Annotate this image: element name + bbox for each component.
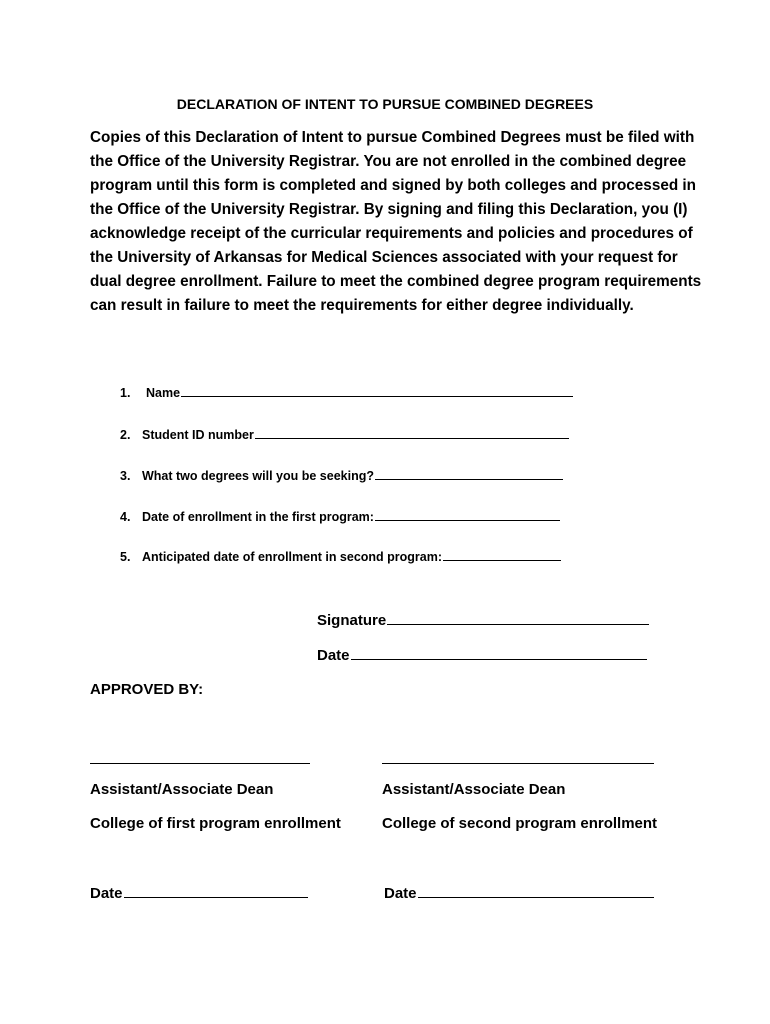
intro-paragraph: Copies of this Declaration of Intent to pursue Combined Degrees must be filed with the Office of the University Registrar. You are not enrolled in the combined degree program until this form is completed and signed by both colleges and processed in the Office of the University Registrar. By signing and filing this Declaration, you (I) acknowledge receipt of the curricular requirements and policies and procedures of the University of Arkansas for Medical Sciences associated with your request for dual degree enrollment. Failure to meet the combined degree program requirements can result in failure to meet the requirements for either degree individually.: [90, 129, 702, 314]
field-name: [120, 384, 573, 400]
field-number: 2.: [120, 428, 131, 442]
left-approver-date-row: [90, 883, 308, 902]
student-signature-row: [317, 610, 649, 629]
left-approver-signature-line[interactable]: [90, 763, 310, 764]
right-approver-signature-line[interactable]: [382, 763, 654, 764]
form-title: DECLARATION OF INTENT TO PURSUE COMBINED DEGREES: [176, 96, 594, 112]
field-label: Anticipated date of enrollment in second program:: [142, 550, 443, 564]
student-id-input-line[interactable]: [255, 426, 569, 439]
right-approver-date-row: [384, 883, 654, 902]
right-approver-college: College of second program enrollment: [382, 815, 658, 832]
field-student-id: [120, 426, 569, 442]
first-enrollment-date-input-line[interactable]: [375, 508, 560, 521]
field-number: 1.: [120, 386, 131, 400]
field-label: Date of enrollment in the first program:: [142, 510, 374, 524]
field-first-enrollment-date: [120, 508, 560, 524]
field-label: Student ID number: [142, 428, 254, 442]
field-number: 3.: [120, 469, 131, 483]
field-label: What two degrees will you be seeking?: [142, 469, 374, 483]
signature-label: Signature: [317, 612, 387, 629]
right-approver-title: Assistant/Associate Dean: [382, 781, 566, 798]
field-second-enrollment-date: [120, 548, 561, 564]
student-date-row: [317, 645, 647, 664]
right-approver-date-input-line[interactable]: [418, 883, 654, 898]
field-degrees: [120, 467, 563, 483]
approved-by-heading: APPROVED BY:: [90, 681, 204, 698]
field-label: Name: [146, 386, 181, 400]
date-label: Date: [90, 885, 123, 902]
field-number: 4.: [120, 510, 131, 524]
left-approver-date-input-line[interactable]: [124, 883, 308, 898]
second-enrollment-date-input-line[interactable]: [443, 548, 561, 561]
signature-input-line[interactable]: [387, 610, 649, 625]
date-label: Date: [384, 885, 417, 902]
field-number: 5.: [120, 550, 131, 564]
left-approver-title: Assistant/Associate Dean: [90, 781, 274, 798]
degrees-input-line[interactable]: [375, 467, 563, 480]
date-label: Date: [317, 647, 350, 664]
left-approver-college: College of first program enrollment: [90, 815, 341, 832]
student-date-input-line[interactable]: [351, 645, 647, 660]
name-input-line[interactable]: [181, 384, 573, 397]
